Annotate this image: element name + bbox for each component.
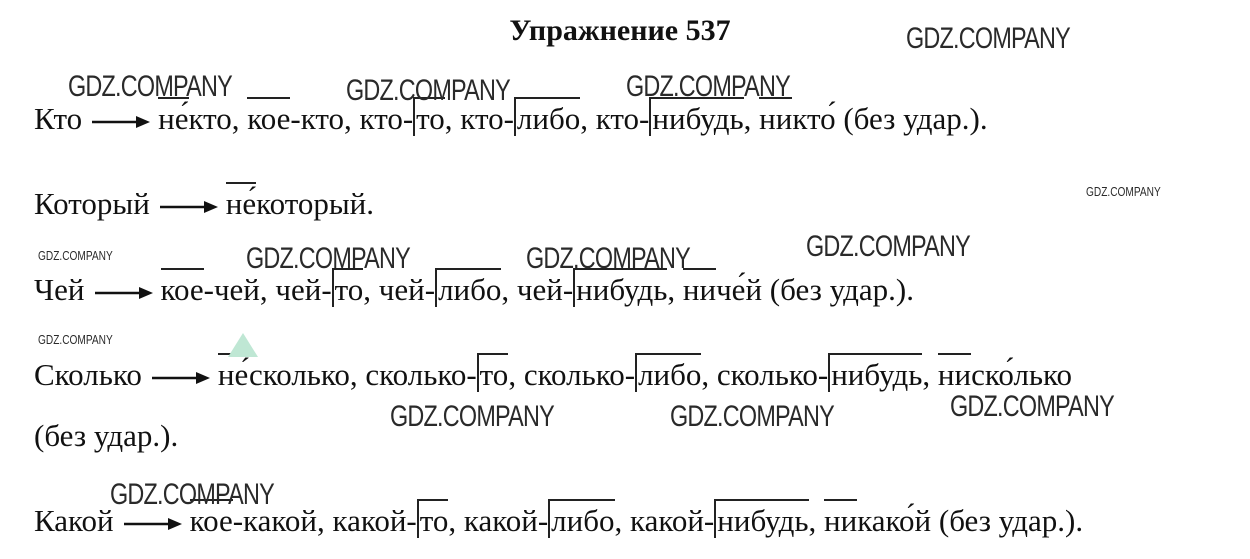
- suffix-mark: нибудь: [714, 499, 808, 538]
- text-segment: , какой-: [614, 503, 715, 538]
- text-segment: ско́лько: [971, 357, 1073, 392]
- text-segment: , кто-: [444, 101, 514, 136]
- text-segment: , сколько-: [701, 357, 829, 392]
- suffix-mark: то: [477, 353, 509, 392]
- text-segment: ,: [743, 101, 760, 136]
- prefix-mark: кое: [190, 499, 233, 538]
- text-segment: , кто-: [580, 101, 650, 136]
- watermark-triangle-icon: [228, 333, 258, 357]
- text-segment: ,: [808, 503, 824, 538]
- text-segment: че́й (без удар.).: [716, 272, 915, 307]
- suffix-mark: то: [332, 268, 364, 307]
- source-pronoun: Чей: [34, 272, 85, 307]
- text-segment: -чей, чей-: [203, 272, 332, 307]
- watermark: GDZ.COMPANY: [110, 478, 274, 511]
- text-segment: , какой-: [448, 503, 549, 538]
- source-pronoun: Кто: [34, 101, 83, 136]
- text-segment: -кто, кто-: [290, 101, 414, 136]
- arrow-right-icon: [95, 286, 153, 300]
- suffix-mark: нибудь: [649, 97, 743, 136]
- prefix-mark: ни: [824, 499, 857, 538]
- text-segment: ́сколько, сколько-: [248, 357, 477, 392]
- line-kakoi: [34, 503, 1083, 539]
- prefix-mark: ни: [759, 97, 792, 136]
- text-segment: како́й (без удар.).: [857, 503, 1084, 538]
- prefix-mark: кое: [161, 268, 204, 307]
- prefix-mark: ни: [683, 268, 716, 307]
- watermark: GDZ.COMPANY: [906, 22, 1070, 55]
- suffix-mark: то: [417, 499, 449, 538]
- watermark: GDZ.COMPANY: [1086, 184, 1161, 199]
- source-pronoun: Который: [34, 186, 150, 221]
- arrow-right-icon: [124, 517, 182, 531]
- watermark: GDZ.COMPANY: [950, 390, 1114, 423]
- suffix-mark: то: [413, 97, 445, 136]
- text-segment: , сколько-: [508, 357, 636, 392]
- arrow-right-icon: [152, 371, 210, 385]
- suffix-mark: нибудь: [828, 353, 922, 392]
- exercise-title: Упражнение 537: [509, 14, 731, 47]
- source-pronoun: Сколько: [34, 357, 142, 392]
- source-pronoun: Какой: [34, 503, 114, 538]
- watermark: GDZ.COMPANY: [38, 248, 113, 263]
- text-segment: ́кто,: [188, 101, 248, 136]
- line-kto: [34, 101, 988, 137]
- line-chei: [34, 272, 914, 308]
- suffix-mark: либо: [548, 499, 614, 538]
- text-segment: , чей-: [363, 272, 436, 307]
- line-kotoryi: [34, 186, 374, 222]
- text-segment: ,: [922, 357, 938, 392]
- watermark: GDZ.COMPANY: [806, 230, 970, 263]
- suffix-mark: либо: [514, 97, 580, 136]
- text-segment: кто́ (без удар.).: [792, 101, 988, 136]
- suffix-mark: нибудь: [573, 268, 667, 307]
- suffix-mark: либо: [635, 353, 701, 392]
- line-skolko: [34, 357, 1072, 393]
- watermark: GDZ.COMPANY: [346, 74, 510, 107]
- suffix-mark: либо: [435, 268, 501, 307]
- watermark: GDZ.COMPANY: [670, 400, 834, 433]
- arrow-right-icon: [92, 115, 150, 129]
- watermark: GDZ.COMPANY: [246, 242, 410, 275]
- prefix-mark: не: [226, 182, 256, 221]
- watermark: GDZ.COMPANY: [68, 70, 232, 103]
- prefix-mark: не: [218, 353, 249, 392]
- text-segment: , чей-: [501, 272, 574, 307]
- watermark: GDZ.COMPANY: [626, 70, 790, 103]
- line-skolko-cont: [34, 418, 178, 454]
- text-segment: ́который.: [256, 186, 375, 221]
- watermark: GDZ.COMPANY: [38, 332, 113, 347]
- prefix-mark: не: [158, 97, 188, 136]
- prefix-mark: кое: [247, 97, 290, 136]
- text-segment: (без удар.).: [34, 418, 179, 453]
- prefix-mark: ни: [938, 353, 971, 392]
- watermark: GDZ.COMPANY: [390, 400, 554, 433]
- watermark: GDZ.COMPANY: [526, 242, 690, 275]
- text-segment: -какой, какой-: [232, 503, 417, 538]
- arrow-right-icon: [160, 200, 218, 214]
- text-segment: ,: [667, 272, 683, 307]
